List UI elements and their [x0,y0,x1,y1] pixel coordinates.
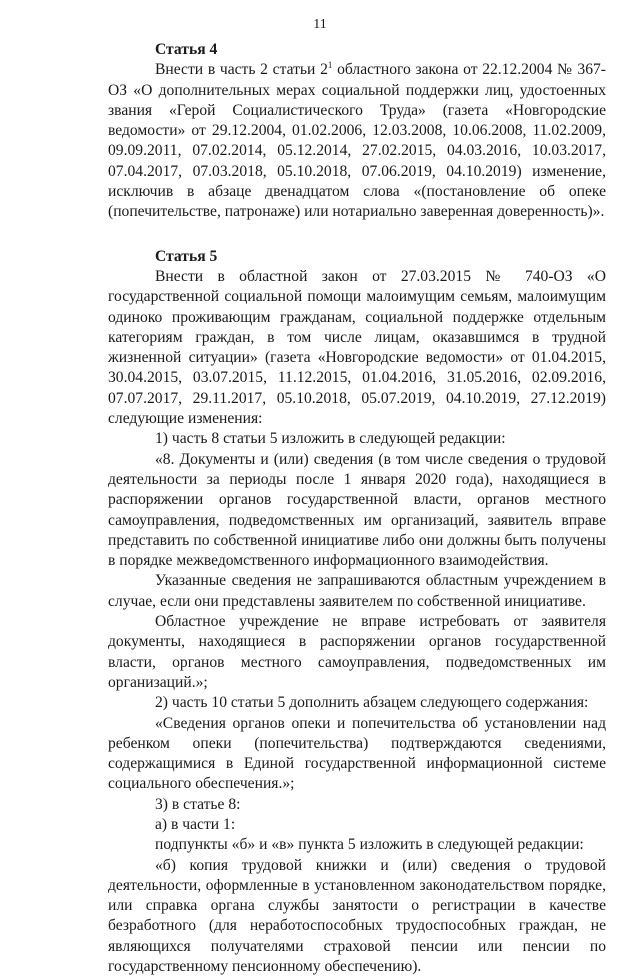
article-4-text-start: Внести в часть 2 статьи 2 [155,61,328,79]
article-5-paragraph-subitems: подпункты «б» и «в» пункта 5 изложить в следующей редакции: [155,836,584,854]
article-5-paragraph-item-3a: а) в части 1: [155,815,236,833]
article-4-paragraph [108,60,606,222]
article-4-text-end: областного закона от 22.12.2004 № 367-ОЗ «О дополнительных мерах социальной поддержки лиц, удостоенных звания «Герой Социалистического Труда» (газета «Новгородские ведомости» от 29.12.2004, 01.02.2006, 12.03.2008, 10.06.2008, 11.02.2009, 09.09.2011, 07.02.2014, 05.12.2014, 27.02.2015, 04.03.2016, 10.03.2017, 07.04.2017, 07.03.2018, 05.10.2018, 07.06.2019, 04.10.2019) изменение, исключив в абзаце двенадцатом слова «(постановление об опеке (попечительстве, патронаже) или нотариально заверенная доверенность)». [108,61,606,221]
article-4 [108,40,606,223]
article-5-heading: Статья 5 [155,247,218,265]
article-5-paragraph-guardianship: «Сведения органов опеки и попечительства об установлении над ребенком опеки (попечительства) подтверждаются сведениями, содержащимися в Единой государственной информационной системе социального обеспечения.»; [108,714,606,793]
page-number: 11 [313,17,327,32]
article-5-paragraph-item-1: 1) часть 8 статьи 5 изложить в следующей редакции: [155,430,506,448]
article-5-paragraph-intro: Внести в областной закон от 27.03.2015 № 740-ОЗ «О государственной социальной помощи малоимущим семьям, малоимущим одиноко проживающим гражданам, социальной поддержке отдельным категориям граждан, в том числе лицам, оказавшимся в трудной жизненной ситуации» (газета «Новгородские ведомости» от 01.04.2015, 30.04.2015, 03.07.2015, 11.12.2015, 01.04.2016, 31.05.2016, 02.09.2016, 07.07.2017, 29.11.2017, 05.10.2018, 05.07.2019, 04.10.2019, 27.12.2019) следующие изменения: [108,267,606,428]
article-5-paragraph-part-8: «8. Документы и (или) сведения (в том числе сведения о трудовой деятельности за периоды после 1 января 2020 года), находящиеся в распоряжении органов государственной власти, органов местного самоуправления, подведомственных им организаций, заявитель вправе представить по собственной инициативе либо они должны быть получены в порядке межведомственного информационного взаимодействия. [108,450,606,570]
article-5 [108,247,606,977]
article-5-paragraph-item-3: 3) в статье 8: [155,795,241,813]
article-5-paragraph-item-2: 2) часть 10 статьи 5 дополнить абзацем следующего содержания: [155,694,589,712]
article-5-paragraph-no-demand: Областное учреждение не вправе истребовать от заявителя документы, находящиеся в распоряжении органов государственной власти, органов местного самоуправления, подведомственных им организаций.»; [108,613,606,691]
document-body [108,40,606,977]
article-4-superscript: 1 [327,60,333,71]
article-5-paragraph-subitem-b: «б) копия трудовой книжки и (или) сведения о трудовой деятельности, оформленные в установленном законодательством порядке, или справка органа службы занятости о регистрации в качестве безработного (для неработоспособных трудоспособных граждан, не являющихся получателями страховой пенсии или пенсии по государственному пенсионному обеспечению). [108,856,606,976]
article-5-paragraph-info-not-requested: Указанные сведения не запрашиваются областным учреждением в случае, если они представлены заявителем по собственной инициативе. [108,572,606,610]
section-gap [108,223,606,247]
article-4-heading: Статья 4 [155,41,218,58]
